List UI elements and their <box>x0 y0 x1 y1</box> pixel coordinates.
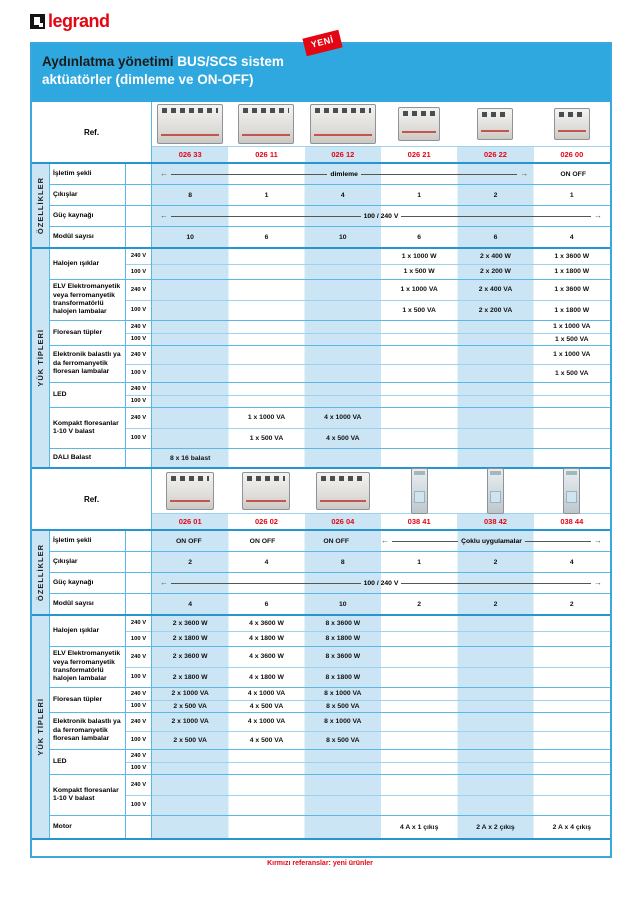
product-image <box>477 108 513 140</box>
value-cell <box>381 750 457 762</box>
legrand-logo <box>30 11 110 32</box>
ref-row-table2 <box>32 469 610 531</box>
value-cell <box>152 321 228 333</box>
value-cell: 2 <box>188 558 193 566</box>
value-cell: 2 x 400 VA <box>478 286 513 294</box>
ref-label: Ref. <box>32 469 152 529</box>
value-cell <box>457 616 533 631</box>
product-column <box>457 102 533 162</box>
ozellikler-strip <box>32 531 50 614</box>
yuk-tipleri-label: YÜK TİPLERİ <box>36 329 45 387</box>
value-cell <box>534 732 610 750</box>
ref-number: 026 04 <box>305 513 381 529</box>
value-cell <box>305 334 381 346</box>
value-cell: 8 <box>340 558 345 566</box>
value-cell: 4 x 500 VA <box>249 736 284 744</box>
row-isletim-sekli: İşletim şekli ON OFF ON OFF ON OFF ← Çoklu uygulamalar → <box>50 531 610 552</box>
value-cell <box>534 750 610 762</box>
table1-ozellikler-section <box>32 164 610 249</box>
value-cell: 2 x 3600 W <box>172 619 208 627</box>
value-cell: 8 x 1800 W <box>325 673 361 681</box>
product-image <box>563 468 580 514</box>
row-led: LED 240 V 100 V <box>50 750 610 775</box>
value-cell <box>457 334 533 346</box>
ref-number: 026 00 <box>534 146 610 162</box>
row-dali: DALI Balast 8 x 16 balast <box>50 449 610 467</box>
value-cell: 4 A x 1 çıkış <box>399 823 439 831</box>
product-image <box>554 108 590 140</box>
value-cell <box>152 816 228 838</box>
value-cell <box>152 346 228 364</box>
value-cell <box>228 383 304 395</box>
table2-ozellikler-section <box>32 531 610 616</box>
value-cell: 10 <box>339 600 347 608</box>
product-column <box>152 469 228 529</box>
ref-label: Ref. <box>32 102 152 162</box>
value-cell <box>534 408 610 428</box>
value-cell <box>305 280 381 300</box>
value-cell: ON OFF <box>323 537 350 545</box>
ref-number: 026 12 <box>305 146 381 162</box>
value-cell: 6 <box>417 233 422 241</box>
value-cell <box>457 732 533 750</box>
value-cell <box>381 713 457 731</box>
row-led: LED 240 V 100 V <box>50 383 610 408</box>
value-cell: 2 x 1800 W <box>172 673 208 681</box>
coklu-uygulamalar-arrow: ← Çoklu uygulamalar → <box>381 536 602 545</box>
value-cell <box>228 301 304 321</box>
value-cell: 8 x 500 VA <box>326 702 360 710</box>
value-cell: 8 x 1000 VA <box>324 718 362 726</box>
value-cell: 4 <box>569 233 574 241</box>
value-cell <box>457 796 533 816</box>
value-cell: 1 x 1000 VA <box>553 351 591 359</box>
title-black-part: Aydınlatma yönetimi <box>42 54 174 69</box>
value-cell <box>305 396 381 408</box>
ref-row-table1 <box>32 102 610 164</box>
page-title <box>32 34 610 102</box>
table1-yuk-tipleri-section <box>32 249 610 469</box>
value-cell: 1 x 1000 VA <box>553 323 591 331</box>
dimleme-arrow: ← dimleme → <box>160 169 529 178</box>
value-cell <box>381 449 457 467</box>
value-cell: 6 <box>264 600 269 608</box>
catalog-frame <box>30 34 612 858</box>
value-cell: 4 x 500 VA <box>326 434 360 442</box>
value-cell: ON OFF <box>175 537 202 545</box>
value-cell <box>305 763 381 775</box>
value-cell <box>457 750 533 762</box>
value-cell <box>534 383 610 395</box>
product-image <box>316 472 370 510</box>
value-cell <box>457 632 533 647</box>
footer-note: Kırmızı referanslar: yeni ürünler <box>267 860 373 867</box>
value-cell <box>305 449 381 467</box>
value-cell <box>534 396 610 408</box>
value-cell: 10 <box>339 233 347 241</box>
ref-number: 026 33 <box>152 146 228 162</box>
value-cell: 1 x 3600 W <box>554 252 590 260</box>
value-cell <box>457 346 533 364</box>
value-cell: 8 x 1000 VA <box>324 690 362 698</box>
value-cell <box>381 346 457 364</box>
value-cell <box>228 334 304 346</box>
product-column <box>534 469 610 529</box>
value-cell: 4 <box>188 600 193 608</box>
row-modul-sayisi: Modül sayısı 4 6 10 2 2 2 <box>50 594 610 614</box>
value-cell <box>457 396 533 408</box>
title-white-part-2: aktüatörler (dimleme ve ON-OFF) <box>42 71 254 87</box>
value-cell: 1 x 500 VA <box>555 369 589 377</box>
value-cell <box>457 449 533 467</box>
product-image <box>166 472 214 510</box>
product-image <box>310 104 376 144</box>
value-cell <box>534 647 610 667</box>
product-column <box>305 469 381 529</box>
ref-number: 038 41 <box>381 513 457 529</box>
ref-number: 038 42 <box>457 513 533 529</box>
value-cell <box>534 763 610 775</box>
guc-arrow: ← 100 / 240 V → <box>160 578 602 587</box>
value-cell <box>152 408 228 428</box>
value-cell <box>534 688 610 700</box>
value-cell <box>457 713 533 731</box>
legrand-logo-text: legrand <box>48 11 110 31</box>
value-cell: ON OFF <box>560 170 586 178</box>
value-cell <box>534 701 610 713</box>
value-cell <box>381 616 457 631</box>
empty-strip <box>32 840 610 856</box>
value-cell <box>381 775 457 795</box>
value-cell <box>152 763 228 775</box>
value-cell <box>305 346 381 364</box>
row-kompakt: Kompakt floresanlar 1-10 V balast 240 V 100 V <box>50 775 610 816</box>
value-cell <box>152 383 228 395</box>
value-cell <box>228 365 304 383</box>
value-cell: 4 x 1000 VA <box>247 718 286 726</box>
row-floresan: Floresan tüpler 240 V 100 V 1 x 1000 VA 1 x 500 VA <box>50 321 610 346</box>
value-cell: ON OFF <box>249 537 276 545</box>
value-cell: 4 <box>264 558 269 566</box>
value-cell <box>152 249 228 264</box>
row-guc-kaynagi: Güç kaynağı ← 100 / 240 V → <box>50 573 610 594</box>
guc-arrow: ← 100 / 240 V → <box>160 211 602 220</box>
value-cell <box>457 383 533 395</box>
value-cell: 4 x 500 VA <box>249 702 284 710</box>
row-elektronik: Elektronik balastlı ya da ferromanyetik floresan lambalar 240 V 100 V 2 x 1000 VA 4 x 1000 VA 8 x 1000 VA 2 x 500 VA 4 x 500 VA 8 x 500 VA <box>50 713 610 750</box>
value-cell <box>534 713 610 731</box>
value-cell: 1 x 1000 W <box>401 252 437 260</box>
value-cell <box>381 408 457 428</box>
value-cell <box>534 616 610 631</box>
value-cell <box>305 365 381 383</box>
value-cell <box>305 249 381 264</box>
value-cell <box>228 346 304 364</box>
value-cell <box>228 816 304 838</box>
value-cell: 1 x 1800 W <box>554 268 590 276</box>
value-cell <box>457 321 533 333</box>
value-cell: 1 <box>264 191 269 199</box>
value-cell <box>381 668 457 688</box>
product-image <box>487 468 504 514</box>
value-cell <box>228 396 304 408</box>
product-column <box>152 102 228 162</box>
ref-number: 038 44 <box>534 513 610 529</box>
value-cell: 4 x 1000 VA <box>324 414 362 422</box>
value-cell: 4 <box>340 191 345 199</box>
row-cikislar: Çıkışlar 2 4 8 1 2 4 <box>50 552 610 573</box>
row-elv: ELV Elektromanyetik veya ferromanyetik transformatörlü halojen lambalar 240 V 100 V 2 x 3600 W 4 x 3600 W 8 x 3600 W 2 x 1800 W 4 x 1800 W 8 x 1800 W <box>50 647 610 688</box>
row-isletim-sekli: İşletim şekli ← dimleme → ON OFF <box>50 164 610 185</box>
ref-number: 026 21 <box>381 146 457 162</box>
value-cell <box>305 301 381 321</box>
value-cell <box>381 365 457 383</box>
value-cell: 8 x 16 balast <box>169 454 211 462</box>
value-cell: 1 <box>569 191 574 199</box>
row-elv: ELV Elektromanyetik veya ferromanyetik transformatörlü halojen lambalar 240 V 100 V 1 x 1000 VA 2 x 400 VA 1 x 3600 W 1 x 500 VA 2 x 200 VA 1 x 1800 W <box>50 280 610 321</box>
value-cell <box>152 301 228 321</box>
value-cell: 1 x 1000 VA <box>247 414 286 422</box>
value-cell <box>457 668 533 688</box>
value-cell <box>381 796 457 816</box>
ref-number: 026 11 <box>228 146 304 162</box>
value-cell <box>305 775 381 795</box>
value-cell: 2 x 1000 VA <box>171 690 209 698</box>
ref-number: 026 02 <box>228 513 304 529</box>
value-cell: 4 <box>569 558 574 566</box>
yuk-tipleri-strip <box>32 249 50 467</box>
value-cell <box>152 365 228 383</box>
value-cell: 2 <box>569 600 574 608</box>
value-cell <box>152 796 228 816</box>
value-cell <box>228 763 304 775</box>
value-cell <box>381 632 457 647</box>
value-cell: 1 x 500 W <box>403 268 435 276</box>
value-cell <box>534 429 610 449</box>
value-cell <box>305 265 381 280</box>
value-cell: 1 x 500 VA <box>402 306 436 314</box>
value-cell: 2 A x 2 çıkış <box>476 823 515 831</box>
product-image <box>411 468 428 514</box>
value-cell: 4 x 1000 VA <box>247 690 286 698</box>
value-cell: 6 <box>493 233 498 241</box>
product-column <box>534 102 610 162</box>
ref-number: 026 01 <box>152 513 228 529</box>
row-modul-sayisi: Modül sayısı 10 6 10 6 6 4 <box>50 227 610 247</box>
product-column <box>457 469 533 529</box>
value-cell <box>534 449 610 467</box>
value-cell <box>381 334 457 346</box>
value-cell <box>457 688 533 700</box>
value-cell <box>305 750 381 762</box>
value-cell: 4 x 3600 W <box>249 619 284 627</box>
value-cell <box>152 750 228 762</box>
value-cell <box>152 280 228 300</box>
value-cell: 1 x 3600 W <box>554 286 590 294</box>
value-cell <box>457 775 533 795</box>
yuk-tipleri-strip <box>32 616 50 838</box>
value-cell <box>381 763 457 775</box>
value-cell <box>228 449 304 467</box>
value-cell <box>152 396 228 408</box>
value-cell <box>228 280 304 300</box>
value-cell <box>457 429 533 449</box>
row-halojen: Halojen ışıklar 240 V 100 V 1 x 1000 W 2 x 400 W 1 x 3600 W 1 x 500 W 2 x 200 W 1 x 1800 W <box>50 249 610 280</box>
row-guc-kaynagi: Güç kaynağı ← 100 / 240 V → <box>50 206 610 227</box>
value-cell: 1 <box>417 191 422 199</box>
value-cell <box>381 429 457 449</box>
value-cell: 2 x 1800 W <box>172 635 208 643</box>
value-cell <box>228 249 304 264</box>
value-cell: 2 x 1000 VA <box>171 718 209 726</box>
value-cell: 2 x 200 VA <box>478 306 513 314</box>
value-cell <box>381 383 457 395</box>
value-cell: 1 x 500 VA <box>555 335 589 343</box>
value-cell: 2 <box>417 600 422 608</box>
value-cell: 2 <box>493 191 498 199</box>
value-cell: 1 <box>417 558 422 566</box>
value-cell: 2 x 200 W <box>479 268 511 276</box>
row-halojen: Halojen ışıklar 240 V 100 V 2 x 3600 W 4 x 3600 W 8 x 3600 W 2 x 1800 W 4 x 1800 W 8 x 1800 W <box>50 616 610 647</box>
row-floresan: Floresan tüpler 240 V 100 V 2 x 1000 VA 4 x 1000 VA 8 x 1000 VA 2 x 500 VA 4 x 500 VA 8 x 500 VA <box>50 688 610 713</box>
value-cell: 1 x 1000 VA <box>400 286 438 294</box>
value-cell <box>228 750 304 762</box>
value-cell <box>152 429 228 449</box>
ozellikler-label: ÖZELLİKLER <box>36 543 45 602</box>
title-white-part-1: BUS/SCS sistem <box>177 54 284 69</box>
row-cikislar: Çıkışlar 8 1 4 1 2 1 <box>50 185 610 206</box>
value-cell <box>152 265 228 280</box>
value-cell <box>457 408 533 428</box>
value-cell: 4 x 1800 W <box>249 635 284 643</box>
table2-yuk-tipleri-section <box>32 616 610 840</box>
value-cell <box>457 365 533 383</box>
yuk-tipleri-label: YÜK TİPLERİ <box>36 698 45 756</box>
value-cell <box>152 775 228 795</box>
product-column <box>228 102 304 162</box>
value-cell <box>381 732 457 750</box>
value-cell: 8 <box>188 191 193 199</box>
value-cell: 2 <box>493 600 498 608</box>
value-cell: 2 A x 4 çıkış <box>552 823 592 831</box>
ozellikler-label: ÖZELLİKLER <box>36 176 45 235</box>
value-cell <box>534 796 610 816</box>
product-image <box>238 104 294 144</box>
value-cell: 2 <box>493 558 498 566</box>
value-cell: 8 x 1800 W <box>325 635 361 643</box>
product-image <box>398 107 440 141</box>
value-cell: 4 x 3600 W <box>249 653 284 661</box>
value-cell: 2 x 3600 W <box>172 653 208 661</box>
value-cell <box>152 334 228 346</box>
value-cell <box>305 796 381 816</box>
value-cell <box>381 647 457 667</box>
new-badge: YENİ <box>302 30 342 56</box>
value-cell <box>457 763 533 775</box>
value-cell <box>457 701 533 713</box>
value-cell: 8 x 500 VA <box>326 736 360 744</box>
value-cell: 2 x 400 W <box>479 252 511 260</box>
ref-number: 026 22 <box>457 146 533 162</box>
value-cell <box>381 396 457 408</box>
value-cell <box>381 701 457 713</box>
value-cell <box>228 321 304 333</box>
value-cell: 10 <box>186 233 194 241</box>
value-cell <box>457 647 533 667</box>
row-motor: Motor 4 A x 1 çıkış 2 A x 2 çıkış 2 A x 4 çıkış <box>50 816 610 838</box>
value-cell <box>381 321 457 333</box>
value-cell: 2 x 500 VA <box>173 702 207 710</box>
value-cell: 6 <box>264 233 269 241</box>
value-cell: 8 x 3600 W <box>325 619 361 627</box>
value-cell <box>228 796 304 816</box>
value-cell <box>534 775 610 795</box>
product-column <box>381 469 457 529</box>
value-cell <box>305 816 381 838</box>
product-image <box>242 472 290 510</box>
legrand-logo-icon <box>30 14 45 29</box>
value-cell: 4 x 1800 W <box>249 673 284 681</box>
product-column <box>305 102 381 162</box>
row-elektronik: Elektronik balastlı ya da ferromanyetik floresan lambalar 240 V 100 V 1 x 1000 VA 1 x 500 VA <box>50 346 610 383</box>
product-column <box>381 102 457 162</box>
ozellikler-strip <box>32 164 50 247</box>
value-cell <box>534 668 610 688</box>
value-cell: 8 x 3600 W <box>325 653 361 661</box>
value-cell <box>305 383 381 395</box>
value-cell <box>228 775 304 795</box>
value-cell <box>534 632 610 647</box>
product-image <box>157 104 223 144</box>
value-cell <box>305 321 381 333</box>
value-cell: 2 x 500 VA <box>173 736 207 744</box>
product-column <box>228 469 304 529</box>
value-cell: 1 x 1800 W <box>554 306 590 314</box>
value-cell <box>381 688 457 700</box>
row-kompakt: Kompakt floresanlar 1-10 V balast 240 V 100 V 1 x 1000 VA 4 x 1000 VA 1 x 500 VA 4 x 500 VA <box>50 408 610 449</box>
value-cell: 1 x 500 VA <box>249 434 284 442</box>
value-cell <box>228 265 304 280</box>
